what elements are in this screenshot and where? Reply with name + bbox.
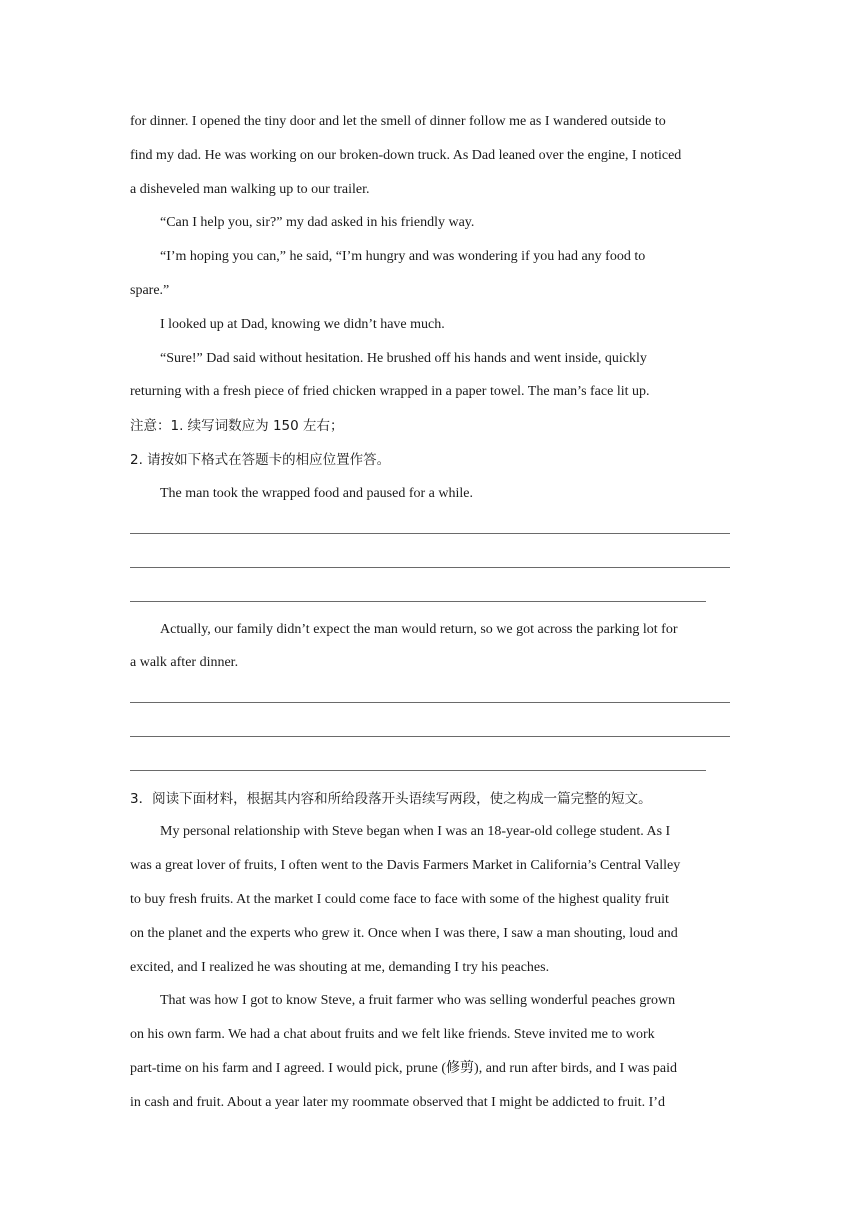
passage-line: That was how I got to know Steve, a fruit farmer who was selling wonderful peaches grown (160, 993, 676, 1008)
passage-line: spare.” (130, 283, 170, 298)
passage-line: “Sure!” Dad said without hesitation. He brushed off his hands and went inside, quickly (160, 351, 647, 366)
passage-line: to buy fresh fruits. At the market I could come face to face with some of the highest quality fruit (130, 892, 669, 907)
note-answer-format: 2. 请按如下格式在答题卡的相应位置作答。 (130, 452, 391, 468)
passage-line: “I’m hoping you can,” he said, “I’m hungry and was wondering if you had any food to (160, 249, 646, 264)
question-3-instruction: 3．阅读下面材料，根据其内容和所给段落开头语续写两段，使之构成一篇完整的短文。 (130, 791, 652, 807)
passage-line: I looked up at Dad, knowing we didn’t have much. (160, 317, 445, 332)
answer-line (130, 567, 730, 568)
answer-line (130, 702, 730, 703)
passage-line: excited, and I realized he was shouting at me, demanding I try his peaches. (130, 960, 550, 975)
passage-line: in cash and fruit. About a year later my roommate observed that I might be addicted to fruit. I’d (130, 1095, 665, 1110)
answer-line (130, 736, 730, 737)
passage-line: part-time on his farm and I agreed. I would pick, prune (修剪), and run after birds, and I was paid (130, 1061, 677, 1076)
answer-line (130, 533, 730, 534)
passage-line: on the planet and the experts who grew it. Once when I was there, I saw a man shouting, loud and (130, 926, 678, 941)
passage-line: was a great lover of fruits, I often went to the Davis Farmers Market in California’s Central Valley (130, 858, 681, 873)
paragraph-2-opening: a walk after dinner. (130, 655, 239, 670)
passage-line: My personal relationship with Steve began when I was an 18-year-old college student. As I (160, 824, 671, 839)
passage-line: on his own farm. We had a chat about fruits and we felt like friends. Steve invited me to work (130, 1027, 655, 1042)
passage-line: returning with a fresh piece of fried chicken wrapped in a paper towel. The man’s face lit up. (130, 384, 650, 399)
paragraph-2-opening: Actually, our family didn’t expect the man would return, so we got across the parking lot for (160, 622, 678, 637)
answer-line (130, 770, 706, 771)
passage-line: “Can I help you, sir?” my dad asked in his friendly way. (160, 215, 475, 230)
passage-line: for dinner. I opened the tiny door and let the smell of dinner follow me as I wandered outside to (130, 114, 666, 129)
passage-line: find my dad. He was working on our broken-down truck. As Dad leaned over the engine, I noticed (130, 148, 682, 163)
passage-line: a disheveled man walking up to our trailer. (130, 182, 370, 197)
note-word-count: 注意：1. 续写词数应为 150 左右； (130, 418, 344, 434)
paragraph-1-opening: The man took the wrapped food and paused for a while. (160, 486, 473, 501)
answer-line (130, 601, 706, 602)
